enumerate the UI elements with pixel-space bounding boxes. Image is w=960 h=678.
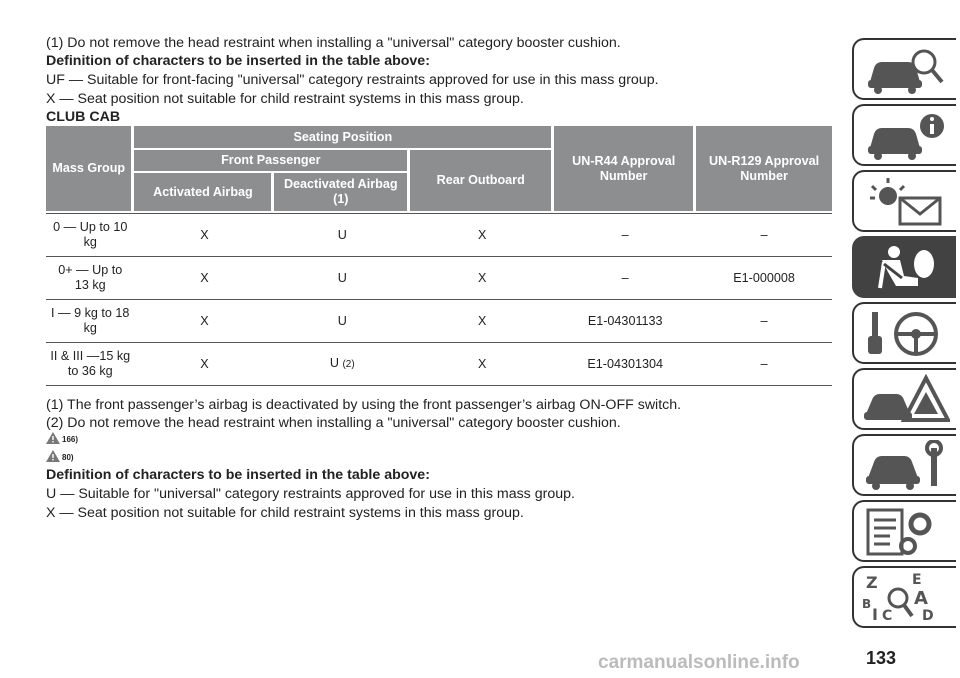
header-deactivated-airbag: Deactivated Airbag (1): [274, 173, 410, 213]
cell-rear: X: [410, 343, 554, 386]
key-steering-wheel-icon: [860, 308, 950, 360]
svg-text:C: C: [882, 608, 893, 624]
tab-starting-driving[interactable]: [852, 302, 956, 364]
cell-deactivated: U: [274, 300, 410, 343]
definition-uf: UF — Suitable for front-facing "universal" category restraints approved for use in this mass group.: [46, 72, 659, 88]
page-number: 133: [866, 648, 897, 668]
cell-r44: –: [554, 213, 696, 257]
header-rear-outboard: Rear Outboard: [410, 150, 554, 213]
table-row: [46, 257, 832, 300]
table-row: [46, 343, 832, 386]
svg-text:E: E: [912, 572, 922, 588]
table-row: [46, 213, 832, 257]
warning-ref-166[interactable]: [46, 432, 78, 444]
tab-emergency[interactable]: [852, 368, 956, 430]
definition-x-top: X — Seat position not suitable for child restraint systems in this mass group.: [46, 91, 524, 107]
footnote-2: (2) Do not remove the head restraint when installing a "universal" category booster cushion.: [46, 415, 621, 431]
watermark: carmanualsonline.info: [598, 652, 800, 673]
note-head-restraint: (1) Do not remove the head restraint when installing a "universal" category booster cushion.: [46, 35, 621, 51]
cell-deactivated-note: (2): [342, 359, 355, 370]
svg-text:D: D: [922, 608, 934, 624]
definition-u: U — Suitable for "universal" category restraints approved for use in this mass group.: [46, 486, 575, 502]
cell-r129: –: [696, 343, 832, 386]
tab-car-info[interactable]: [852, 104, 956, 166]
cell-mass-group: II & III —15 kg to 36 kg: [46, 343, 134, 386]
tab-technical-data[interactable]: [852, 500, 956, 562]
chapter-sidebar: [852, 0, 960, 678]
tab-warning-lights[interactable]: [852, 170, 956, 232]
header-r129: UN-R129 Approval Number: [696, 126, 832, 213]
cell-r44: –: [554, 257, 696, 300]
cell-activated: X: [134, 257, 274, 300]
cell-mass-group: 0+ — Up to 13 kg: [46, 257, 134, 300]
section-title: CLUB CAB: [46, 109, 121, 125]
car-breakdown-warning-icon: [860, 374, 950, 426]
car-wrench-icon: [860, 440, 950, 492]
svg-text:B: B: [862, 597, 872, 611]
cell-r129: E1-000008: [696, 257, 832, 300]
svg-text:Z: Z: [866, 573, 878, 592]
cell-rear: X: [410, 257, 554, 300]
cell-deactivated: U: [274, 213, 410, 257]
tab-safety[interactable]: [852, 236, 956, 298]
svg-text:I: I: [872, 605, 878, 624]
warning-ref-label: 80): [62, 453, 74, 462]
cell-deactivated-value: U: [329, 356, 339, 370]
cell-rear: X: [410, 300, 554, 343]
cell-r129: –: [696, 213, 832, 257]
warning-ref-label: 166): [62, 435, 79, 444]
cell-mass-group: I — 9 kg to 18 kg: [46, 300, 134, 343]
footnote-1: (1) The front passenger’s airbag is deactivated by using the front passenger’s airbag ON-OFF switch.: [46, 397, 682, 413]
cell-activated: X: [134, 300, 274, 343]
cell-r129: –: [696, 300, 832, 343]
header-r44: UN-R44 Approval Number: [554, 126, 696, 213]
warning-triangle-icon: [46, 432, 60, 444]
cell-rear: X: [410, 213, 554, 257]
header-mass-group: Mass Group: [46, 126, 134, 213]
definition-heading-top: Definition of characters to be inserted in the table above:: [46, 53, 430, 69]
car-search-icon: [860, 44, 950, 96]
header-activated-airbag: Activated Airbag: [134, 173, 274, 213]
header-seating-position: Seating Position: [134, 126, 554, 150]
warning-light-envelope-icon: [860, 176, 950, 228]
svg-text:A: A: [914, 588, 928, 609]
child-seat-table: [46, 126, 832, 386]
list-gears-icon: [860, 506, 950, 558]
cell-mass-group: 0 — Up to 10 kg: [46, 213, 134, 257]
cell-deactivated: [274, 343, 410, 386]
definition-x: X — Seat position not suitable for child restraint systems in this mass group.: [46, 505, 524, 521]
cell-r44: E1-04301304: [554, 343, 696, 386]
alphabet-index-icon: [860, 572, 950, 624]
header-front-passenger: Front Passenger: [134, 150, 410, 173]
cell-deactivated: U: [274, 257, 410, 300]
tab-index[interactable]: [852, 566, 956, 628]
cell-activated: X: [134, 213, 274, 257]
table-row: [46, 300, 832, 343]
cell-activated: X: [134, 343, 274, 386]
seat-airbag-icon: [860, 242, 950, 294]
tab-maintenance[interactable]: [852, 434, 956, 496]
warning-ref-80[interactable]: [46, 450, 74, 462]
tab-car-search[interactable]: [852, 38, 956, 100]
car-info-icon: [860, 110, 950, 162]
definition-heading: Definition of characters to be inserted in the table above:: [46, 467, 430, 483]
warning-triangle-icon: [46, 450, 60, 462]
cell-r44: E1-04301133: [554, 300, 696, 343]
